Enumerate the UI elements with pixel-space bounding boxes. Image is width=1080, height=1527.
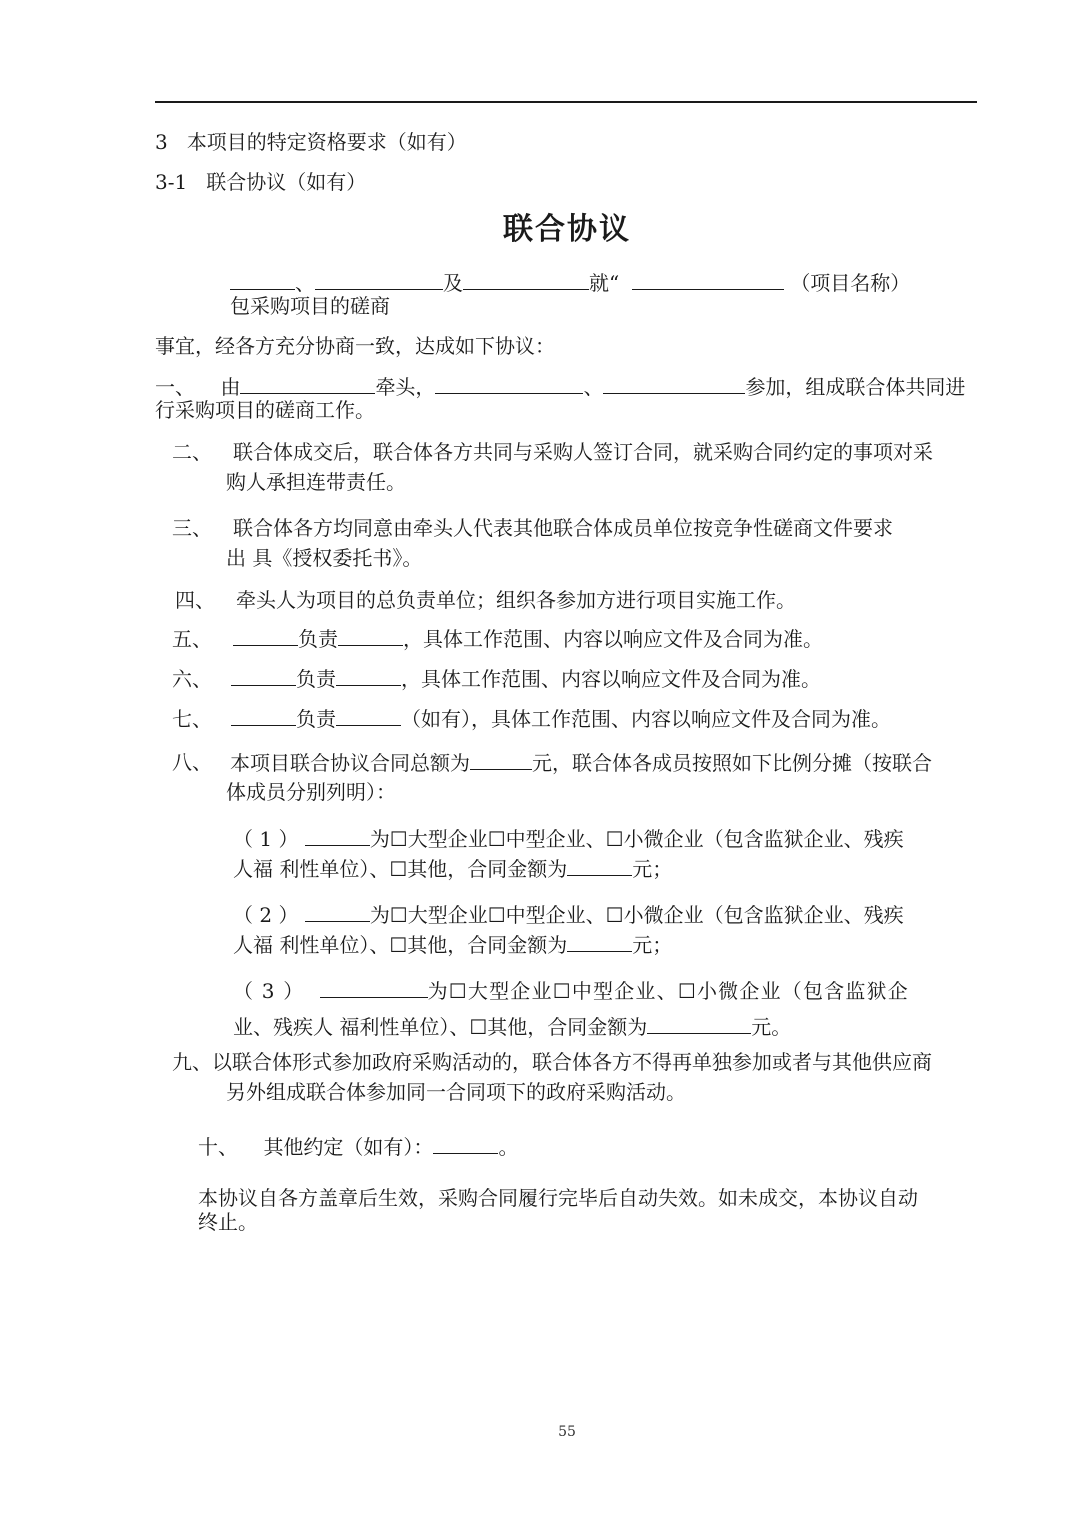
clause-1-line-1: 一、 由 牵头， 、 参加，组成联合体共同进 — [155, 375, 966, 399]
intro-line-3: 事宜，经各方充分协商一致，达成如下协议： — [155, 334, 555, 358]
clause-3-line-1: 联合体各方均同意由牵头人代表其他联合体成员单位按竞争性磋商文件要求 — [233, 516, 893, 540]
subsection-heading: 3-1 联合协议（如有） — [155, 170, 367, 194]
clause-8-number: 八、 — [172, 750, 212, 774]
share-item-2-line-2: 人福 利性单位）、☐其他，合同金额为 元； — [233, 933, 673, 957]
clause-4-number: 四、 — [175, 588, 215, 612]
closing-line-1: 本协议自各方盖章后生效，采购合同履行完毕后自动失效。如未成交，本协议自动 — [198, 1186, 918, 1210]
clause-7: 七、 负责 （如有），具体工作范围、内容以响应文件及合同为准。 — [172, 707, 891, 731]
header-rule — [155, 101, 977, 103]
page-number: 55 — [558, 1424, 576, 1440]
clause-10: 十、 其他约定（如有）： 。 — [198, 1135, 519, 1159]
document-title: 联合协议 — [503, 212, 631, 247]
share-item-1-line-1: （ 1 ） 为☐大型企业☐中型企业、☐小微企业（包含监狱企业、残疾 — [233, 827, 904, 851]
clause-6: 六、 负责 ，具体工作范围、内容以响应文件及合同为准。 — [172, 667, 821, 691]
clause-2-number: 二、 — [172, 440, 212, 464]
share-item-3-line-1: （ 3 ） 为☐大型企业☐中型企业、☐小微企业（包含监狱企 — [233, 979, 909, 1003]
clause-3-line-2: 出 具《授权委托书》。 — [226, 546, 423, 570]
intro-line-1: 、 及 就“ （项目名称） — [230, 270, 910, 295]
share-item-2-line-1: （ 2 ） 为☐大型企业☐中型企业、☐小微企业（包含监狱企业、残疾 — [233, 903, 904, 927]
closing-line-2: 终止。 — [198, 1210, 258, 1234]
clause-8-line-1: 本项目联合协议合同总额为 元，联合体各成员按照如下比例分摊（按联合 — [230, 751, 932, 775]
clause-9-line-1: 九、以联合体形式参加政府采购活动的，联合体各方不得再单独参加或者与其他供应商 — [172, 1050, 932, 1074]
clause-8-line-2: 体成员分别列明）： — [226, 780, 396, 804]
clause-4-line-1: 牵头人为项目的总负责单位；组织各参加方进行项目实施工作。 — [236, 588, 796, 612]
clause-2-line-2: 购人承担连带责任。 — [226, 470, 406, 494]
share-item-1-line-2: 人福 利性单位）、☐其他，合同金额为 元； — [233, 857, 673, 881]
clause-1-line-2: 行采购项目的磋商工作。 — [155, 398, 375, 422]
clause-2-line-1: 联合体成交后，联合体各方共同与采购人签订合同，就采购合同约定的事项对采 — [233, 440, 933, 464]
intro-line-2: 包采购项目的磋商 — [230, 294, 390, 318]
clause-9-line-2: 另外组成联合体参加同一合同项下的政府采购活动。 — [226, 1080, 686, 1104]
share-item-3-line-2: 业、残疾人 福利性单位）、☐其他，合同金额为 元。 — [233, 1015, 792, 1039]
clause-3-number: 三、 — [172, 516, 212, 540]
section-heading: 3 本项目的特定资格要求（如有） — [155, 130, 467, 154]
clause-5: 五、 负责 ，具体工作范围、内容以响应文件及合同为准。 — [172, 627, 823, 651]
